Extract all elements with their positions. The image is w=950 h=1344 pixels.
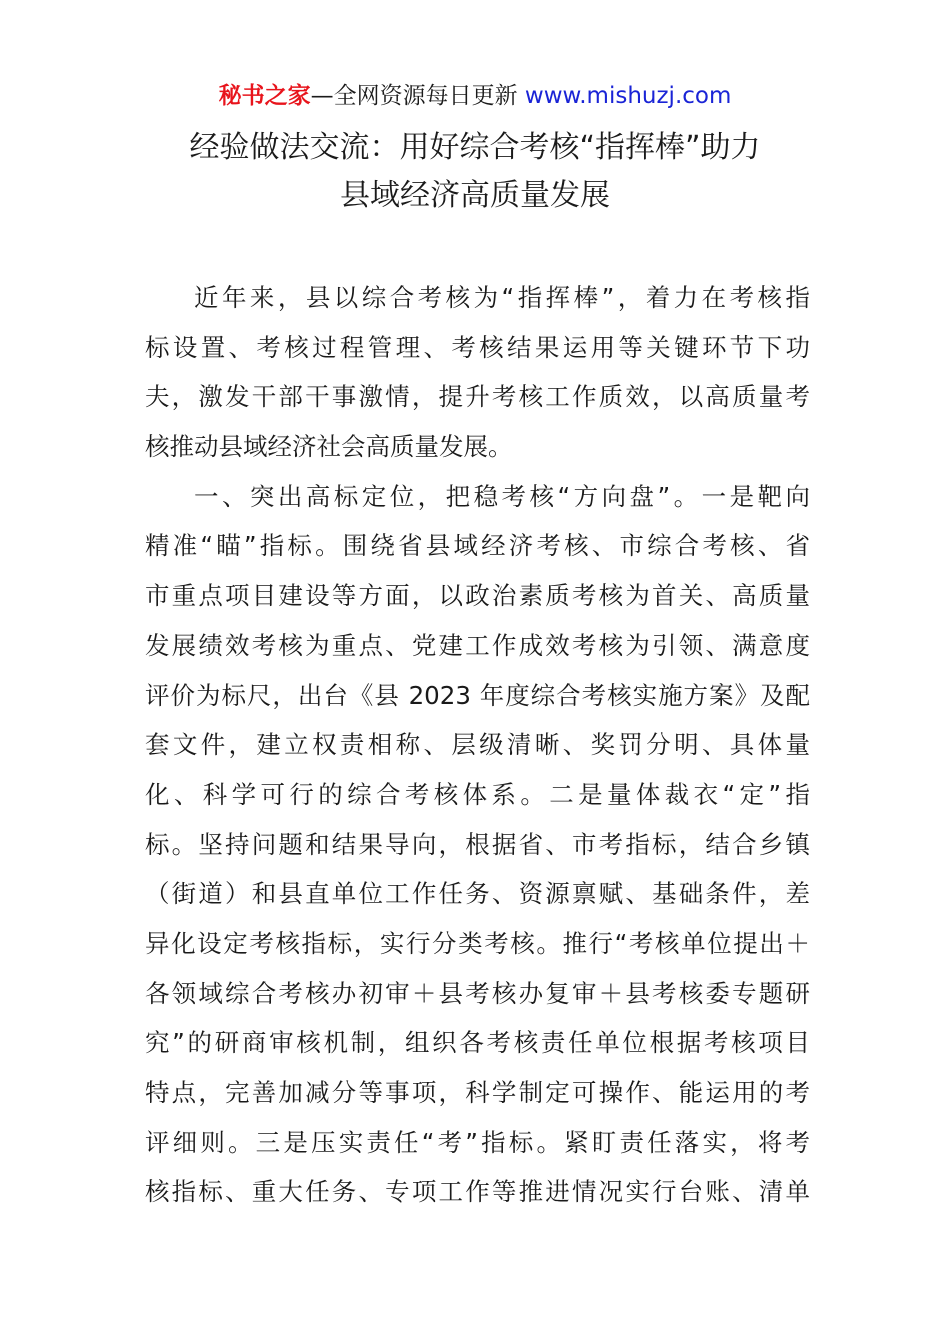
document-body (145, 273, 810, 1217)
paragraph-2-line: 异化设定考核指标，实行分类考核。推行“考核单位提出＋ (145, 928, 810, 958)
paragraph-2-line: 各领域综合考核办初审＋县考核办复审＋县考核委专题研 (145, 978, 810, 1008)
paragraph-1-line: 近年来，县以综合考核为“指挥棒”，着力在考核指 (194, 283, 810, 312)
paragraph-2-line: 化、科学可行的综合考核体系。二是量体裁衣“定”指 (145, 779, 810, 809)
document-title (0, 124, 950, 220)
site-brand: 秘书之家 (218, 83, 311, 109)
paragraph-1-line: 夫，激发干部干事激情，提升考核工作质效，以高质量考 (145, 382, 810, 412)
paragraph-2-line: 套文件，建立权责相称、层级清晰、奖罚分明、具体量 (145, 730, 810, 760)
paragraph-2-line: （街道）和县直单位工作任务、资源禀赋、基础条件，差 (145, 879, 810, 909)
site-url-link[interactable]: www.mishuzj.com (524, 83, 732, 109)
paragraph-1-line: 核推动县域经济社会高质量发展。 (145, 432, 513, 462)
paragraph-2-line: 评细则。三是压实责任“考”指标。紧盯责任落实，将考 (145, 1127, 810, 1157)
paragraph-2-line: 核指标、重大任务、专项工作等推进情况实行台账、清单 (145, 1177, 810, 1207)
site-slogan: —全网资源每日更新 (310, 83, 525, 109)
title-line-2: 县域经济高质量发展 (340, 178, 610, 213)
paragraph-2-line: 市重点项目建设等方面，以政治素质考核为首关、高质量 (145, 581, 810, 611)
paragraph-1-line: 标设置、考核过程管理、考核结果运用等关键环节下功 (145, 332, 810, 362)
paragraph-2-line: 评价为标尺，出台《县 2023 年度综合考核实施方案》及配 (145, 680, 810, 710)
paragraph-2-line: 发展绩效考核为重点、党建工作成效考核为引领、满意度 (145, 630, 810, 660)
paragraph-2-line: 一、突出高标定位，把稳考核“方向盘”。一是靶向 (194, 481, 810, 511)
title-line-1: 经验做法交流：用好综合考核“指挥棒”助力 (189, 130, 761, 165)
paragraph-2-line: 特点，完善加减分等事项，科学制定可操作、能运用的考 (145, 1078, 810, 1107)
paragraph-2-line: 精准“瞄”指标。围绕省县域经济考核、市综合考核、省 (145, 531, 810, 561)
site-header (0, 80, 950, 112)
paragraph-2-line: 究”的研商审核机制，组织各考核责任单位根据考核项目 (145, 1028, 810, 1058)
paragraph-2-line: 标。坚持问题和结果导向，根据省、市考指标，结合乡镇 (145, 829, 810, 859)
